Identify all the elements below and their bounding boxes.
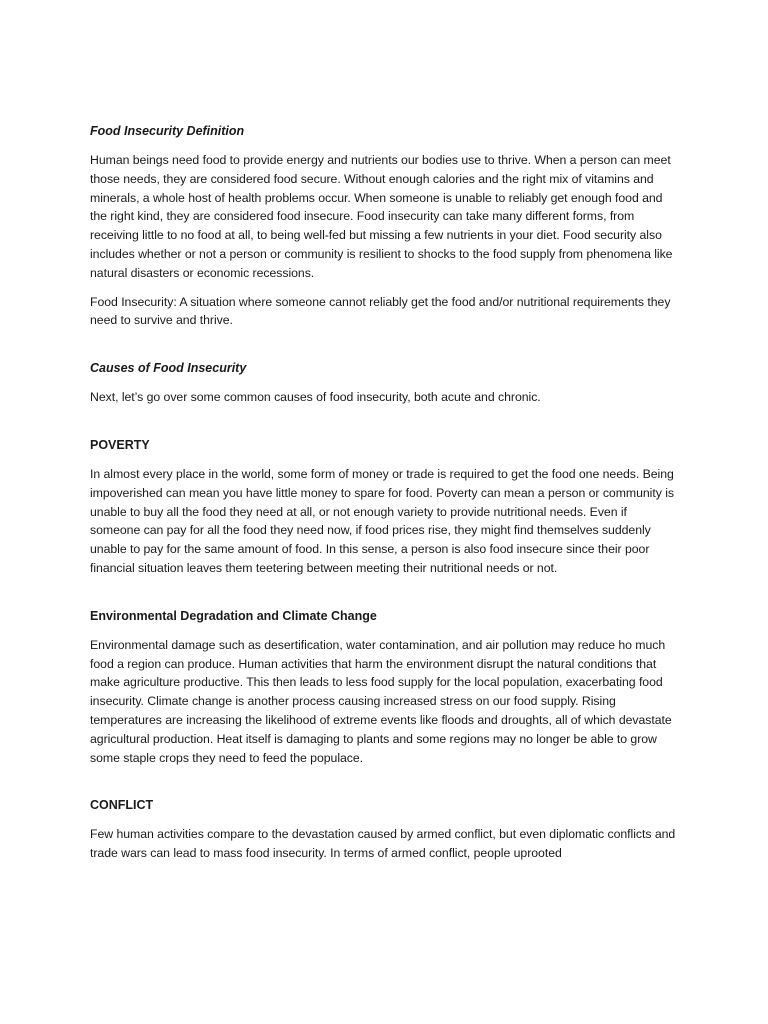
document-body [90,122,680,863]
paragraph-conflict: Few human activities compare to the devastation caused by armed conflict, but even diplomatic conflicts and trade wars can lead to mass food insecurity. In terms of armed conflict, people uprooted [90,827,676,861]
section-heading-environment: Environmental Degradation and Climate Change [90,608,377,623]
paragraph-definition-body: Human beings need food to provide energy and nutrients our bodies use to thrive. When a person can meet those needs, they are considered food secure. Without enough calories and the right mix of vitamins and minerals, a whole host of health problems occur. When someone is unable to reliably get enough food and the right kind, they are considered food insecure. Food insecurity can take many different forms, from receiving little to no food at all, to being well-fed but missing a few nutrients in your diet. Food security also includes whether or not a person or community is resilient to shocks to the food supply from phenomena like natural disasters or economic recessions. [90,153,673,280]
section-heading-conflict: CONFLICT [90,798,154,813]
section-heading-food-insecurity-definition: Food Insecurity Definition [90,124,245,138]
paragraph-environment: Environmental damage such as desertification, water contamination, and air pollution may reduce ho much food a region can produce. Human activities that harm the environment disrupt the natural conditions that make agriculture productive. This then leads to less food supply for the local population, exacerbating food insecurity. Climate change is another process causing increased stress on our food supply. Rising temperatures are increasing the likelihood of extreme events like floods and droughts, all of which devastate agricultural production. Heat itself is damaging to plants and some regions may no longer be able to grow some staple crops they need to feed the populace. [90,637,672,765]
paragraph-poverty: In almost every place in the world, some form of money or trade is required to get the food one needs. Being impoverished can mean you have little money to spare for food. Poverty can mean a person or community is unable to buy all the food they need at all, or not enough variety to provide nutritional needs. Even if someone can pay for all the food they need now, if food prices rise, they might find themselves suddenly unable to pay for the same amount of food. In this sense, a person is also food insecure since their poor financial situation leaves them teetering between meeting their nutritional needs or not. [90,466,674,575]
paragraph-definition-summary: Food Insecurity: A situation where someone cannot reliably get the food and/or nutritional requirements they need to survive and thrive. [90,294,671,328]
section-heading-causes: Causes of Food Insecurity [90,361,247,376]
section-heading-poverty: POVERTY [90,437,150,452]
paragraph-causes-intro: Next, let’s go over some common causes of food insecurity, both acute and chronic. [90,390,541,405]
